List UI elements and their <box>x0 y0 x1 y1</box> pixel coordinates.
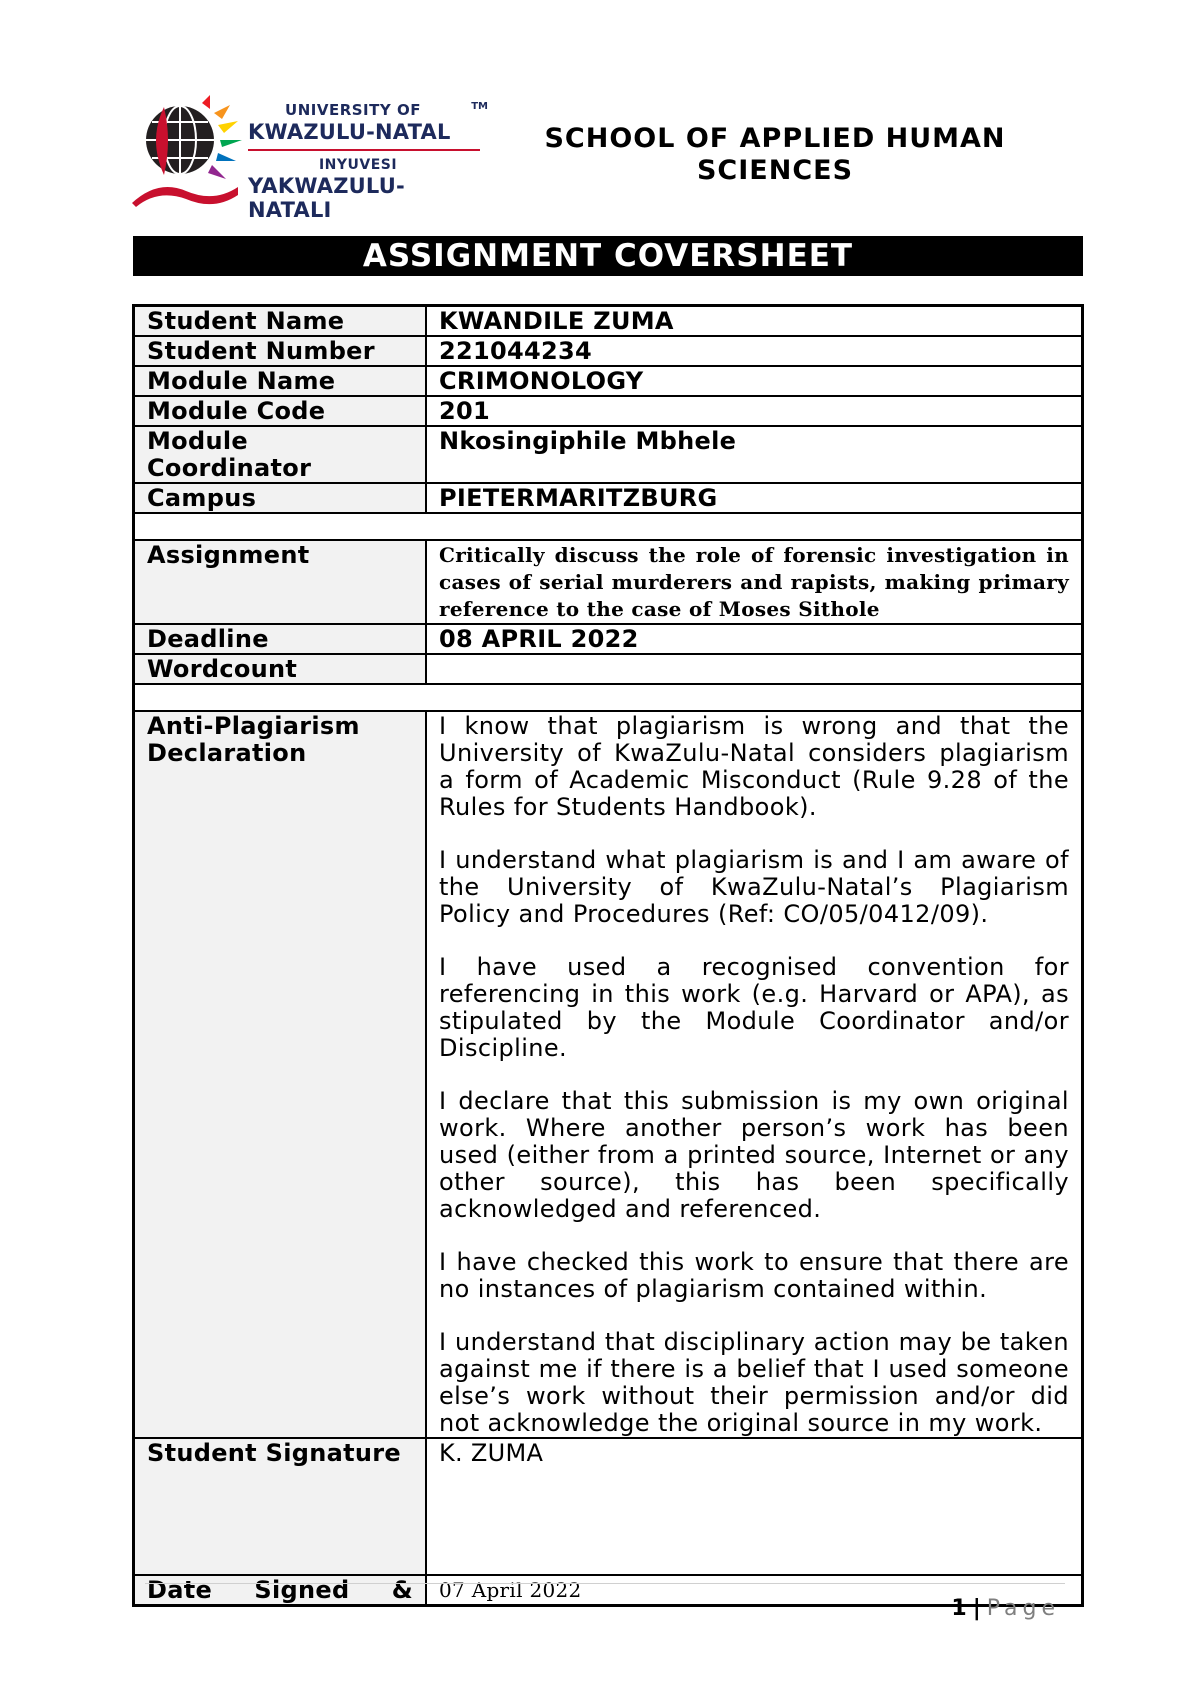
page-label: Page <box>986 1596 1060 1621</box>
label-word-signed: Signed <box>254 1576 350 1604</box>
row-module-name <box>134 366 1083 396</box>
spacer-cell <box>134 684 1083 711</box>
row-student-number <box>134 336 1083 366</box>
value-student-number: 221044234 <box>426 336 1083 366</box>
row-declaration <box>134 711 1083 1438</box>
logo-wordmark <box>248 101 488 222</box>
spacer-row <box>134 684 1083 711</box>
label-campus: Campus <box>134 483 427 513</box>
value-module-code: 201 <box>426 396 1083 426</box>
date-signed-label-words <box>147 1577 413 1604</box>
label-assignment: Assignment <box>134 540 427 624</box>
school-name: SCHOOL OF APPLIED HUMAN SCIENCES <box>544 123 1006 186</box>
row-wordcount <box>134 654 1083 684</box>
declaration-paragraph: I understand what plagiarism is and I am aware of the University of KwaZulu-Natal’s Plagiarism Policy and Procedures (Ref: CO/05/0412/09). <box>439 846 1069 928</box>
label-module-code: Module Code <box>134 396 427 426</box>
value-date-signed[interactable]: 07 April 2022 <box>426 1575 1083 1606</box>
value-module-coordinator: Nkosingiphile Mbhele <box>426 426 1083 483</box>
value-student-name: KWANDILE ZUMA <box>426 306 1083 337</box>
coversheet-table <box>132 304 1084 1607</box>
spacer-row <box>134 513 1083 540</box>
row-deadline <box>134 624 1083 654</box>
trademark-mark: TM <box>471 101 488 112</box>
row-module-code <box>134 396 1083 426</box>
university-logo <box>130 95 490 222</box>
row-student-name <box>134 306 1083 337</box>
value-deadline: 08 APRIL 2022 <box>426 624 1083 654</box>
label-student-number: Student Number <box>134 336 427 366</box>
label-student-name: Student Name <box>134 306 427 337</box>
row-assignment <box>134 540 1083 624</box>
document-header <box>130 95 1090 222</box>
university-crest-icon <box>130 95 245 207</box>
logo-line-kwazulu-natal: KWAZULU-NATAL <box>248 120 451 144</box>
label-signature: Student Signature <box>134 1438 427 1575</box>
declaration-text <box>426 711 1083 1438</box>
logo-line-yakwazulu-natali: YAKWAZULU-NATALI <box>248 174 405 222</box>
value-module-name: CRIMONOLOGY <box>426 366 1083 396</box>
value-signature[interactable]: K. ZUMA <box>426 1438 1083 1575</box>
label-word-date: Date <box>147 1576 213 1604</box>
label-declaration: Anti-Plagiarism Declaration <box>134 711 427 1438</box>
page-number <box>951 1596 1060 1621</box>
logo-line-university-of: UNIVERSITY OF <box>285 101 421 119</box>
value-campus: PIETERMARITZBURG <box>426 483 1083 513</box>
label-date-signed <box>134 1575 427 1606</box>
declaration-paragraph: I understand that disciplinary action may be taken against me if there is a belief that I used someone else’s work without their permission and/or did not acknowledge the original source in my work. <box>439 1328 1069 1437</box>
row-signature <box>134 1438 1083 1575</box>
row-campus <box>134 483 1083 513</box>
declaration-paragraph: I have used a recognised convention for referencing in this work (e.g. Harvard or APA), as stipulated by the Module Coordinator and/or Discipline. <box>439 953 1069 1062</box>
value-assignment: Critically discuss the role of forensic investigation in cases of serial murderers and rapists, making primary reference to the case of Moses Sithole <box>426 540 1083 624</box>
spacer-cell <box>134 513 1083 540</box>
label-wordcount: Wordcount <box>134 654 427 684</box>
document-title-banner: ASSIGNMENT COVERSHEET <box>133 236 1083 276</box>
declaration-paragraph: I have checked this work to ensure that there are no instances of plagiarism contained within. <box>439 1248 1069 1303</box>
row-module-coordinator <box>134 426 1083 483</box>
page-separator: | <box>972 1596 981 1621</box>
value-wordcount[interactable] <box>426 654 1083 684</box>
row-date-signed <box>134 1575 1083 1606</box>
logo-line-inyuvesi: INYUVESI <box>318 157 398 173</box>
declaration-paragraph: I know that plagiarism is wrong and that the University of KwaZulu-Natal considers plagiarism a form of Academic Misconduct (Rule 9.28 of the Rules for Students Handbook). <box>439 712 1069 821</box>
page-number-value: 1 <box>951 1596 967 1621</box>
declaration-paragraph: I declare that this submission is my own original work. Where another person’s work has been used (either from a printed source, Internet or any other source), this has been specifically acknowledged and referenced. <box>439 1087 1069 1223</box>
label-deadline: Deadline <box>134 624 427 654</box>
label-module-name: Module Name <box>134 366 427 396</box>
label-word-ampersand: & <box>391 1576 413 1604</box>
label-module-coordinator: Module Coordinator <box>134 426 427 483</box>
logo-divider <box>248 149 480 151</box>
